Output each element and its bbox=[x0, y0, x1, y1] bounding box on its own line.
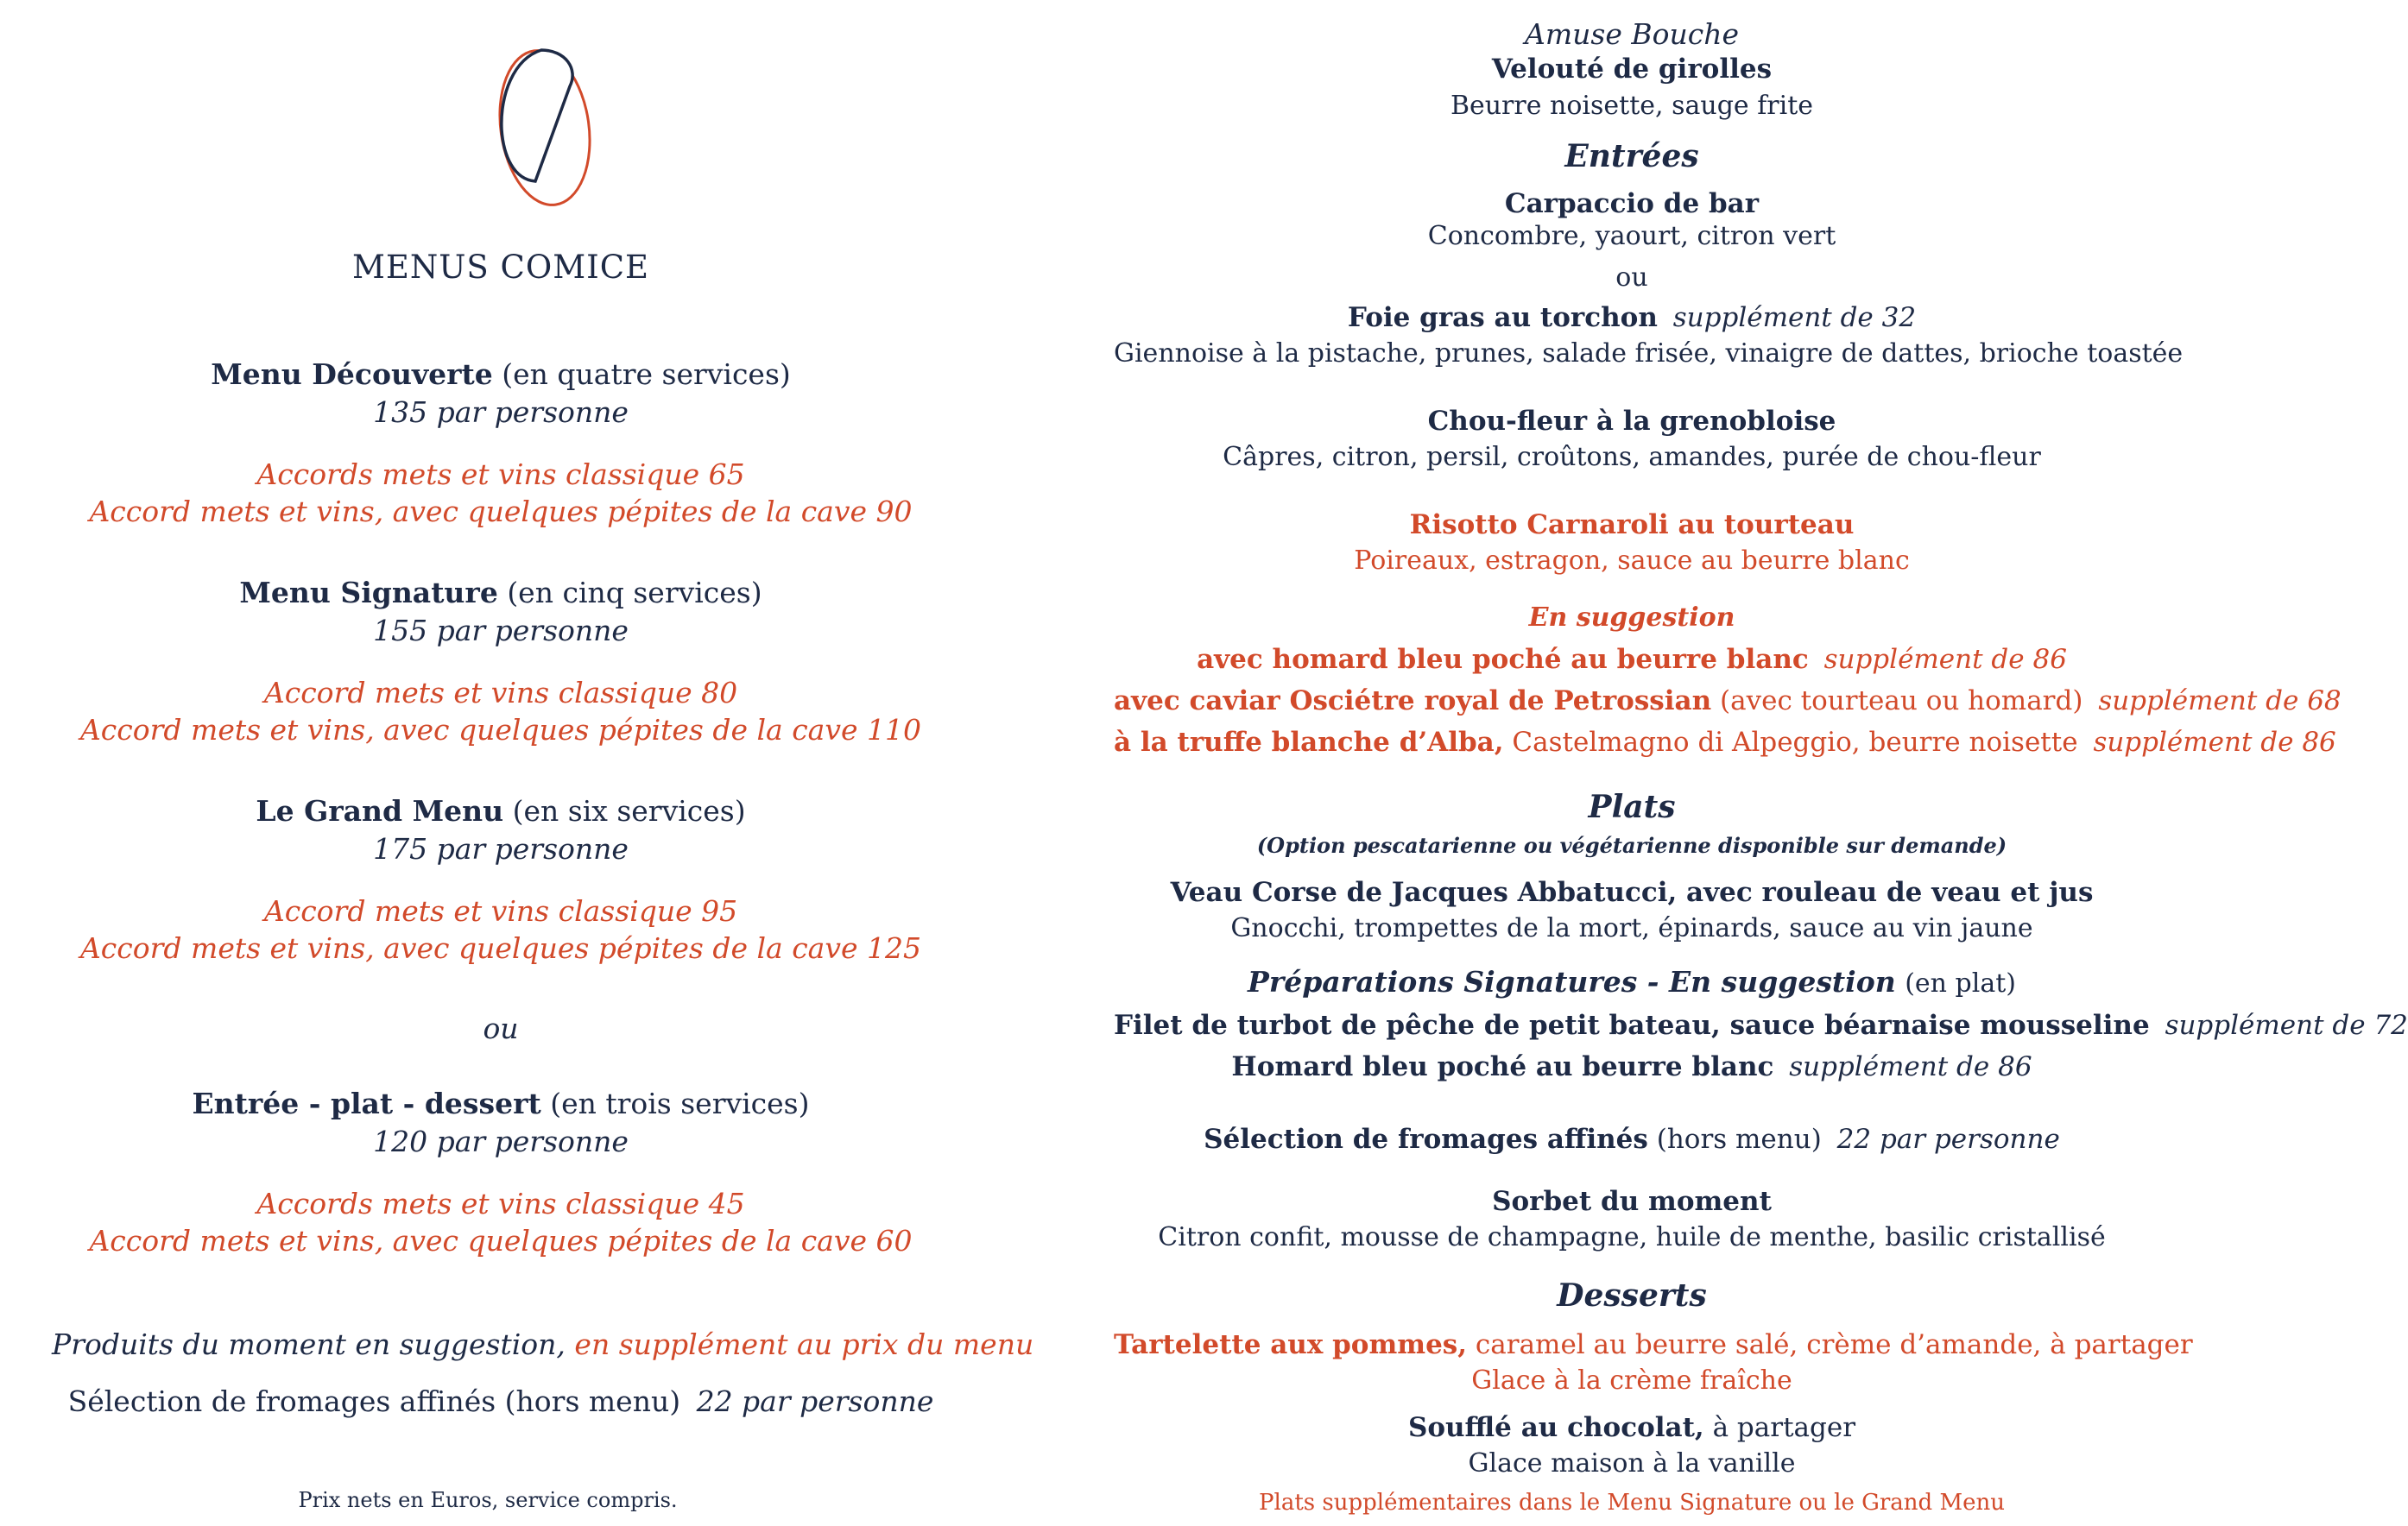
pairing-classic: Accords mets et vins classique 65 bbox=[256, 457, 745, 491]
suggestion-truffe-supplement: supplément de 86 bbox=[2093, 727, 2336, 758]
products-line bbox=[52, 1327, 1034, 1362]
suggestion-caviar bbox=[1114, 685, 2342, 717]
dish-foie-line bbox=[1114, 302, 2150, 334]
cheese-note: (hors menu) bbox=[504, 1384, 681, 1418]
dish-chou: Chou-fleur à la grenobloise bbox=[1427, 406, 1836, 437]
menu-price: 135 par personne bbox=[373, 395, 629, 429]
products-supplement: en supplément au prix du menu bbox=[574, 1327, 1034, 1361]
amuse-dish: Velouté de girolles bbox=[1491, 54, 1773, 85]
prep-heading bbox=[1114, 965, 2150, 999]
homard-supplement: supplément de 86 bbox=[1789, 1051, 2032, 1082]
dish-foie: Foie gras au torchon bbox=[1347, 302, 1658, 333]
dish-risotto-desc: Poireaux, estragon, sauce au beurre blanc bbox=[1354, 545, 1910, 576]
pairing-classic: Accord mets et vins classique 80 bbox=[263, 676, 738, 709]
dish-souffle-glace: Glace maison à la vanille bbox=[1468, 1448, 1796, 1479]
suggestion-caviar-supplement: supplément de 68 bbox=[2098, 685, 2342, 716]
prep-title: Préparations Signatures - En suggestion bbox=[1248, 965, 1896, 999]
dish-chou-desc: Câpres, citron, persil, croûtons, amandes, purée de chou-fleur bbox=[1223, 442, 2041, 472]
pairing-classic: Accords mets et vins classique 45 bbox=[256, 1187, 745, 1220]
dish-homard: Homard bleu poché au beurre blanc bbox=[1231, 1051, 1774, 1082]
menu-name: Entrée - plat - dessert bbox=[192, 1087, 541, 1120]
dish-veau: Veau Corse de Jacques Abbatucci, avec rouleau de veau et jus bbox=[1170, 877, 2094, 908]
dish-risotto: Risotto Carnaroli au tourteau bbox=[1409, 509, 1855, 540]
suggestion-truffe bbox=[1114, 727, 2336, 759]
dish-tartelette-glace: Glace à la crème fraîche bbox=[1471, 1365, 1792, 1396]
pairing-cave: Accord mets et vins, avec quelques pépites de la cave 90 bbox=[89, 495, 913, 528]
cheese-name: Sélection de fromages affinés bbox=[67, 1384, 496, 1418]
dish-veau-desc: Gnocchi, trompettes de la mort, épinards, sauce au vin jaune bbox=[1230, 913, 2033, 943]
menu-price: 120 par personne bbox=[373, 1125, 629, 1158]
menu-heading bbox=[52, 576, 950, 610]
cheese-line bbox=[52, 1384, 950, 1419]
dish-carpaccio-desc: Concombre, yaourt, citron vert bbox=[1427, 221, 1836, 251]
dish-souffle: Soufflé au chocolat, bbox=[1407, 1412, 1704, 1443]
menu-name: Menu Découverte bbox=[211, 357, 493, 391]
pairing-classic: Accord mets et vins classique 95 bbox=[263, 894, 738, 928]
suggestion-homard-supplement: supplément de 86 bbox=[1823, 644, 2067, 675]
menu-heading bbox=[52, 794, 950, 829]
pairing-cave: Accord mets et vins, avec quelques pépites de la cave 110 bbox=[79, 713, 922, 747]
prep-note: (en plat) bbox=[1905, 968, 2016, 999]
products-text: Produits du moment en suggestion, bbox=[52, 1327, 566, 1361]
menu-services: (en quatre services) bbox=[502, 357, 791, 391]
dish-turbot: Filet de turbot de pêche de petit bateau, sauce béarnaise mousseline bbox=[1114, 1010, 2150, 1041]
cheese-price: 22 par personne bbox=[1836, 1124, 2060, 1155]
prices-footer: Prix nets en Euros, service compris. bbox=[298, 1488, 678, 1512]
cheese-note: (hors menu) bbox=[1656, 1124, 1822, 1155]
turbot-supplement: supplément de 72 bbox=[2165, 1010, 2408, 1041]
menu-services: (en six services) bbox=[512, 794, 746, 828]
menu-price: 175 par personne bbox=[373, 832, 629, 866]
menu-name: Le Grand Menu bbox=[256, 794, 504, 828]
suggestion-caviar-note: (avec tourteau ou homard) bbox=[1720, 685, 2083, 716]
foie-supplement: supplément de 32 bbox=[1672, 302, 1917, 333]
dish-souffle-desc: à partager bbox=[1712, 1412, 1856, 1443]
cheese-name: Sélection de fromages affinés bbox=[1204, 1124, 1648, 1155]
dish-sorbet-desc: Citron confit, mousse de champagne, huile de menthe, basilic cristallisé bbox=[1158, 1222, 2106, 1252]
suggestion-title: En suggestion bbox=[1528, 602, 1735, 633]
comice-logo-icon bbox=[496, 35, 600, 207]
cheese-price: 22 par personne bbox=[696, 1384, 934, 1418]
section-desserts: Desserts bbox=[1557, 1277, 1707, 1314]
dish-turbot-line bbox=[1114, 1010, 2408, 1042]
page-title: MENUS COMICE bbox=[351, 249, 650, 286]
ou-separator: ou bbox=[483, 1012, 519, 1045]
dish-tartelette-line bbox=[1114, 1329, 2193, 1361]
plats-note: (Option pescatarienne ou végétarienne disponible sur demande) bbox=[1256, 833, 2007, 858]
menu-services: (en cinq services) bbox=[507, 576, 762, 609]
dish-tartelette: Tartelette aux pommes, bbox=[1114, 1329, 1468, 1360]
pairing-cave: Accord mets et vins, avec quelques pépites de la cave 125 bbox=[79, 931, 922, 965]
menu-price: 155 par personne bbox=[373, 614, 629, 647]
dish-carpaccio: Carpaccio de bar bbox=[1504, 188, 1760, 219]
dish-tartelette-desc: caramel au beurre salé, crème d’amande, à partager bbox=[1475, 1329, 2193, 1360]
menu-heading bbox=[52, 1087, 950, 1121]
extra-dishes-footer: Plats supplémentaires dans le Menu Signature ou le Grand Menu bbox=[1259, 1490, 2005, 1516]
dish-foie-desc: Giennoise à la pistache, prunes, salade frisée, vinaigre de dattes, brioche toastée bbox=[1114, 338, 2184, 369]
section-plats: Plats bbox=[1588, 789, 1676, 825]
suggestion-caviar-name: avec caviar Osciétre royal de Petrossian bbox=[1114, 685, 1712, 716]
suggestion-truffe-note: Castelmagno di Alpeggio, beurre noisette bbox=[1512, 727, 2078, 758]
suggestion-homard bbox=[1114, 644, 2150, 676]
ou-separator: ou bbox=[1615, 262, 1648, 293]
menu-services: (en trois services) bbox=[550, 1087, 810, 1120]
amuse-title: Amuse Bouche bbox=[1525, 17, 1739, 51]
menu-name: Menu Signature bbox=[239, 576, 498, 609]
menu-heading bbox=[52, 357, 950, 392]
section-entrees: Entrées bbox=[1564, 138, 1699, 174]
dish-homard-line bbox=[1114, 1051, 2150, 1083]
suggestion-homard-name: avec homard bleu poché au beurre blanc bbox=[1197, 644, 1809, 675]
pairing-cave: Accord mets et vins, avec quelques pépites de la cave 60 bbox=[89, 1224, 913, 1258]
amuse-desc: Beurre noisette, sauge frite bbox=[1450, 91, 1814, 121]
cheese-line bbox=[1114, 1124, 2150, 1156]
suggestion-truffe-name: à la truffe blanche d’Alba, bbox=[1114, 727, 1504, 758]
dish-souffle-line bbox=[1114, 1412, 2150, 1444]
dish-sorbet: Sorbet du moment bbox=[1492, 1186, 1772, 1217]
